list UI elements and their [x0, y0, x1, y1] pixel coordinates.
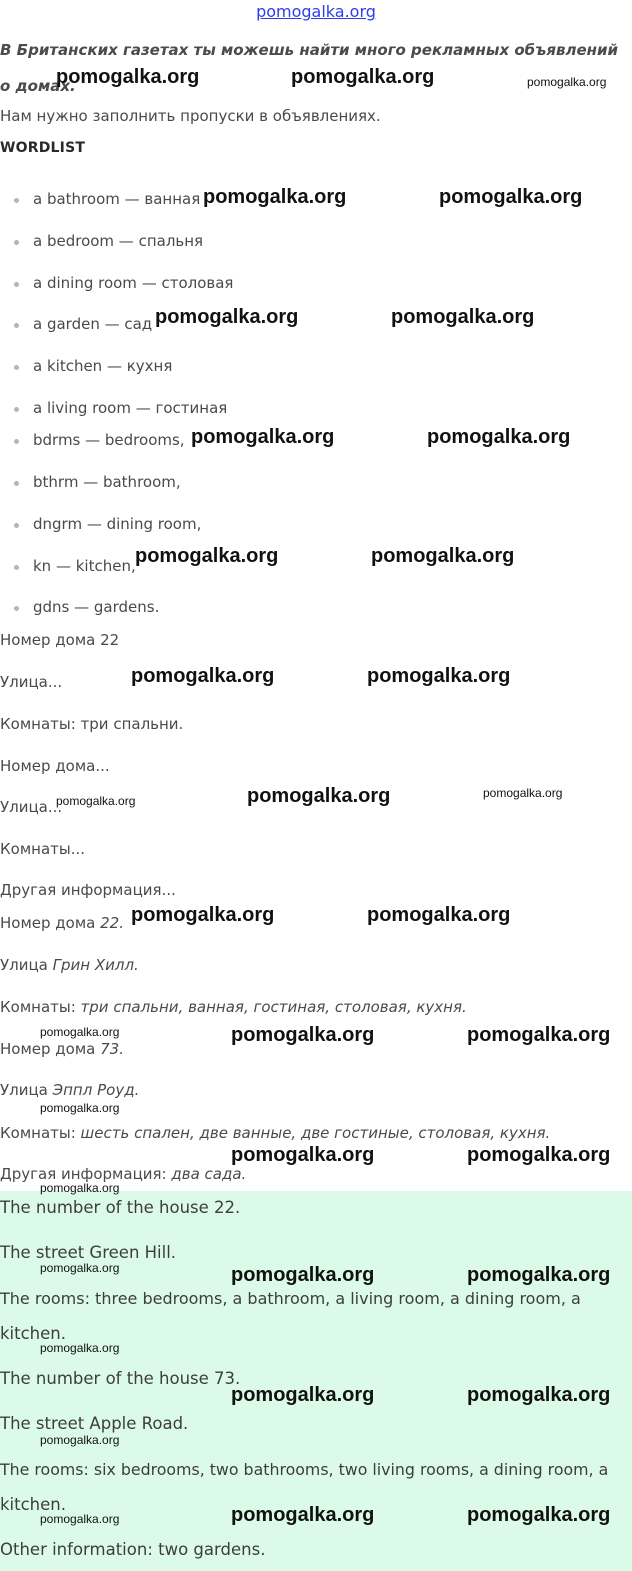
site-link[interactable]: pomogalka.org	[256, 2, 376, 21]
value: Эппл Роуд.	[52, 1081, 140, 1099]
watermark: pomogalka.org	[427, 426, 571, 448]
bullet-icon	[14, 439, 19, 444]
watermark: pomogalka.org	[135, 545, 279, 567]
watermark: pomogalka.org	[439, 186, 583, 208]
watermark: pomogalka.org	[467, 1144, 611, 1166]
answer-line: kitchen.	[0, 1324, 66, 1343]
watermark: pomogalka.org	[40, 1433, 120, 1447]
watermark: pomogalka.org	[131, 665, 275, 687]
watermark: pomogalka.org	[40, 1181, 120, 1195]
watermark: pomogalka.org	[231, 1264, 375, 1286]
wordlist-item: dngrm — dining room,	[33, 515, 202, 533]
watermark: pomogalka.org	[467, 1504, 611, 1526]
answer-line: The rooms: three bedrooms, a bathroom, a living room, a dining room, a	[0, 1289, 581, 1308]
form2-other: Другая информация...	[0, 881, 176, 899]
wordlist-item: a dining room — столовая	[33, 274, 234, 292]
task-text: Нам нужно заполнить пропуски в объявлениях.	[0, 107, 381, 125]
watermark: pomogalka.org	[231, 1384, 375, 1406]
watermark: pomogalka.org	[291, 66, 435, 88]
answer-line: The street Apple Road.	[0, 1414, 189, 1433]
wordlist-item: a living room — гостиная	[33, 399, 228, 417]
answer-line: The street Green Hill.	[0, 1243, 177, 1262]
label: Комнаты:	[0, 998, 81, 1016]
watermark: pomogalka.org	[467, 1384, 611, 1406]
value: 73.	[100, 1040, 124, 1058]
label: Номер дома	[0, 914, 101, 932]
watermark: pomogalka.org	[231, 1144, 375, 1166]
form1-house: Номер дома 22	[0, 631, 120, 649]
bullet-icon	[14, 481, 19, 486]
wordlist-item: a bedroom — спальня	[33, 232, 204, 250]
value: два сада.	[171, 1165, 247, 1183]
wordlist-item: a bathroom — ванная	[33, 190, 201, 208]
watermark: pomogalka.org	[231, 1024, 375, 1046]
label: Улица	[0, 956, 53, 974]
bullet-icon	[14, 523, 19, 528]
bullet-icon	[14, 606, 19, 611]
watermark: pomogalka.org	[367, 665, 511, 687]
watermark: pomogalka.org	[467, 1264, 611, 1286]
watermark: pomogalka.org	[155, 306, 299, 328]
watermark: pomogalka.org	[247, 785, 391, 807]
label: Другая информация:	[0, 1165, 172, 1183]
wordlist-item: kn — kitchen,	[33, 557, 136, 575]
bullet-icon	[14, 240, 19, 245]
form2-rooms: Комнаты...	[0, 840, 86, 858]
watermark: pomogalka.org	[203, 186, 347, 208]
answer-line: The number of the house 22.	[0, 1198, 241, 1217]
label: Номер дома	[0, 1040, 101, 1058]
watermark: pomogalka.org	[40, 1101, 120, 1115]
filled1-house	[0, 914, 124, 932]
bullet-icon	[14, 323, 19, 328]
wordlist-item: bthrm — bathroom,	[33, 473, 181, 491]
watermark: pomogalka.org	[40, 1025, 120, 1039]
label: Комнаты:	[0, 1124, 81, 1142]
intro-text: В Британских газетах ты можешь найти много рекламных объявлений о домах.	[0, 41, 619, 95]
watermark: pomogalka.org	[40, 1341, 120, 1355]
watermark: pomogalka.org	[391, 306, 535, 328]
filled1-street	[0, 956, 139, 974]
wordlist-item: bdrms — bedrooms,	[33, 431, 185, 449]
answer-line: Other information: two gardens.	[0, 1540, 266, 1559]
bullet-icon	[14, 565, 19, 570]
watermark: pomogalka.org	[191, 426, 335, 448]
filled1-rooms	[0, 998, 467, 1016]
watermark: pomogalka.org	[367, 904, 511, 926]
value: Грин Хилл.	[52, 956, 139, 974]
answer-line: The rooms: six bedrooms, two bathrooms, two living rooms, a dining room, a	[0, 1460, 609, 1479]
watermark: pomogalka.org	[527, 75, 607, 89]
watermark: pomogalka.org	[40, 1261, 120, 1275]
watermark: pomogalka.org	[483, 786, 563, 800]
form1-rooms: Комнаты: три спальни.	[0, 715, 184, 733]
filled2-other	[0, 1165, 246, 1183]
filled2-house	[0, 1040, 124, 1058]
watermark: pomogalka.org	[467, 1024, 611, 1046]
watermark: pomogalka.org	[131, 904, 275, 926]
filled2-street	[0, 1081, 139, 1099]
bullet-icon	[14, 198, 19, 203]
watermark: pomogalka.org	[56, 794, 136, 808]
value: 22.	[100, 914, 124, 932]
value: шесть спален, две ванные, две гостиные, столовая, кухня.	[80, 1124, 551, 1142]
value: три спальни, ванная, гостиная, столовая, кухня.	[80, 998, 467, 1016]
label: Улица	[0, 1081, 53, 1099]
form2-house: Номер дома...	[0, 757, 110, 775]
wordlist-item: gdns — gardens.	[33, 598, 160, 616]
form2-street: Улица...	[0, 798, 63, 816]
watermark: pomogalka.org	[371, 545, 515, 567]
watermark: pomogalka.org	[40, 1512, 120, 1526]
answer-line: The number of the house 73.	[0, 1369, 241, 1388]
wordlist-title: WORDLIST	[0, 140, 86, 156]
filled2-rooms	[0, 1124, 550, 1142]
bullet-icon	[14, 365, 19, 370]
watermark: pomogalka.org	[56, 66, 200, 88]
wordlist-item: a kitchen — кухня	[33, 357, 173, 375]
watermark: pomogalka.org	[231, 1504, 375, 1526]
answer-line: kitchen.	[0, 1495, 66, 1514]
bullet-icon	[14, 407, 19, 412]
form1-street: Улица...	[0, 673, 63, 691]
bullet-icon	[14, 282, 19, 287]
wordlist-item: a garden — сад	[33, 315, 153, 333]
